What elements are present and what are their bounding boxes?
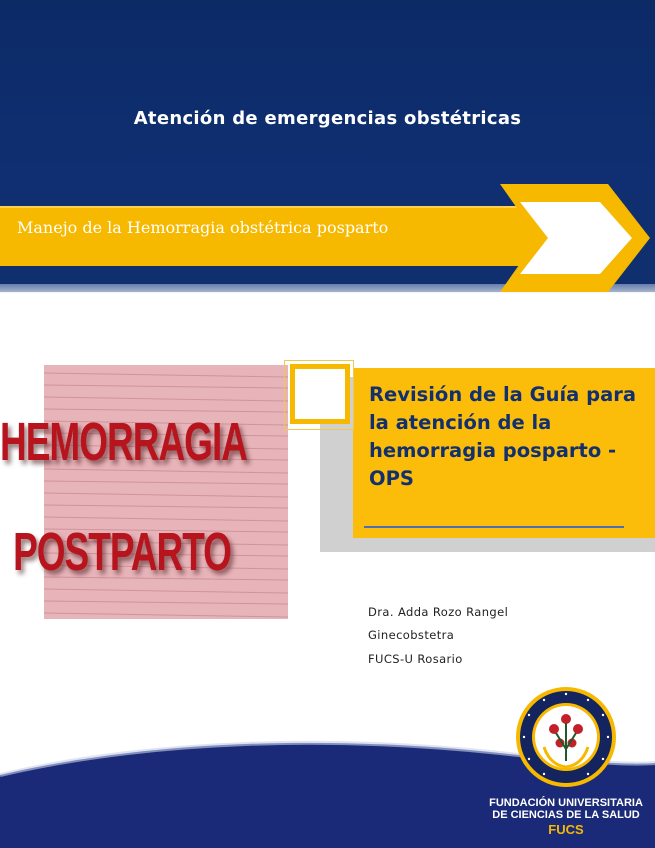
org-acronym: FUCS	[548, 822, 584, 837]
image-word-postparto: POSTPARTO	[13, 522, 231, 582]
card-underline	[364, 526, 624, 528]
author-role: Ginecobstetra	[368, 628, 455, 642]
university-seal-icon	[514, 685, 618, 789]
subtitle-bar-highlight	[0, 206, 520, 208]
page-subtitle: Manejo de la Hemorragia obstétrica posparto	[17, 218, 389, 237]
chevron-arrow-icon	[490, 182, 655, 294]
author-name: Dra. Adda Rozo Rangel	[368, 605, 509, 619]
card-accent-square	[290, 364, 350, 424]
page-title: Atención de emergencias obstétricas	[133, 108, 522, 129]
card-title: Revisión de la Guía para la atención de la hemorragia posparto - OPS	[369, 383, 637, 490]
image-word-hemorragia: HEMORRAGIA	[0, 412, 247, 472]
author-affiliation: FUCS-U Rosario	[368, 652, 463, 666]
org-name-line2: DE CIENCIAS DE LA SALUD	[492, 809, 640, 821]
org-name-line1: FUNDACIÓN UNIVERSITARIA	[489, 797, 643, 809]
